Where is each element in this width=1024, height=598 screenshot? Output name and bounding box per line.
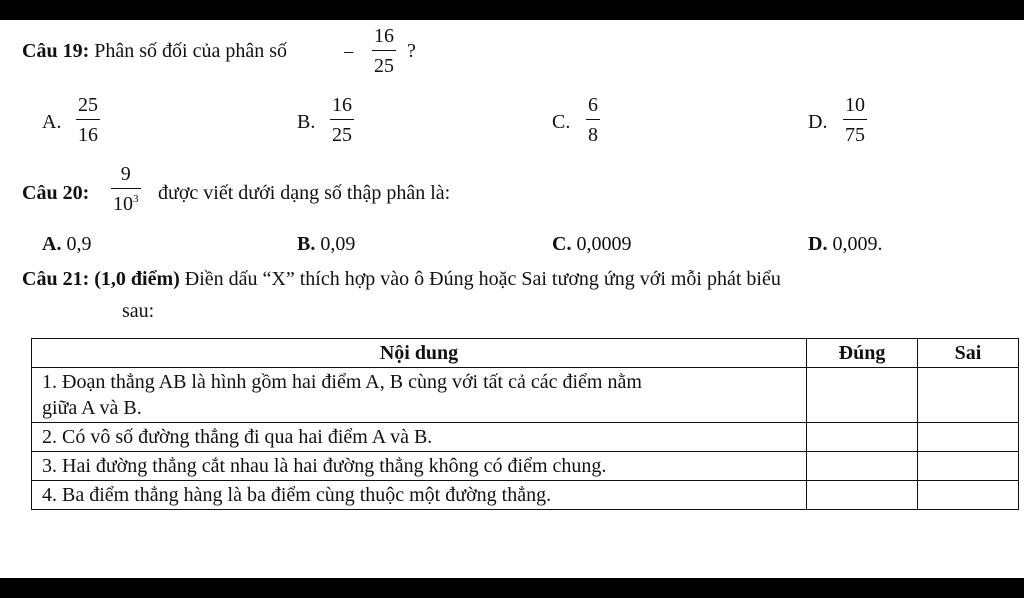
statement-cell: 3. Hai đường thẳng cắt nhau là hai đường thẳng không có điểm chung.: [32, 452, 807, 481]
q20-option-d: [808, 233, 882, 256]
denominator: 8: [588, 124, 598, 147]
numerator: 25: [78, 94, 98, 116]
option-label: A.: [42, 233, 62, 255]
denominator: 75: [845, 124, 865, 147]
table-header-row: [32, 339, 1019, 368]
q21-label: Câu 21:: [22, 268, 90, 290]
q19-label: Câu 19:: [22, 40, 90, 62]
option-value: 0,09: [320, 233, 356, 255]
denominator: 25: [332, 124, 352, 147]
option-value: 0,009.: [832, 233, 883, 255]
q20-fraction: [111, 164, 141, 214]
q19-fraction: [372, 26, 396, 76]
true-cell[interactable]: [807, 481, 918, 510]
numerator: 16: [332, 94, 352, 116]
header-true: Đúng: [807, 339, 918, 368]
q20-label: Câu 20:: [22, 182, 90, 204]
q21-stem: [22, 268, 781, 291]
q19-frac-numerator: 16: [374, 25, 394, 47]
statement-line: 1. Đoạn thẳng AB là hình gồm hai điểm A, B cùng với tất cả các điểm nằm: [42, 371, 642, 393]
option-value: 0,0009: [576, 233, 632, 255]
q20-option-a: [42, 233, 91, 256]
numerator: 6: [588, 94, 598, 116]
q21-points: (1,0 điểm): [94, 268, 180, 290]
false-cell[interactable]: [918, 423, 1019, 452]
statement-cell: 2. Có vô số đường thẳng đi qua hai điểm A và B.: [32, 423, 807, 452]
q21-text-continued: sau:: [122, 300, 155, 322]
statement-cell: 4. Ba điểm thẳng hàng là ba điểm cùng thuộc một đường thẳng.: [32, 481, 807, 510]
q19-question-mark: ?: [407, 40, 416, 62]
q19-frac-denominator: 25: [374, 55, 394, 78]
statement-line: giữa A và B.: [42, 397, 142, 419]
q19-option-c-label: C.: [552, 111, 571, 133]
true-false-table: [31, 338, 1019, 510]
q19-option-d-fraction: [843, 95, 867, 145]
q19-option-b-label: B.: [297, 111, 316, 133]
q19-option-a-label: A.: [42, 111, 62, 133]
q20-option-b: [297, 233, 355, 256]
document-page: [0, 20, 1024, 578]
statement-cell: [32, 368, 807, 423]
true-cell[interactable]: [807, 368, 918, 423]
denominator: 16: [78, 124, 98, 147]
true-cell[interactable]: [807, 452, 918, 481]
option-value: 0,9: [66, 233, 92, 255]
q20-option-c: [552, 233, 631, 256]
table-row: [32, 368, 1019, 423]
table-row: [32, 452, 1019, 481]
option-label: C.: [552, 233, 572, 255]
q20-frac-numerator: 9: [120, 163, 131, 185]
q19-option-a-fraction: [76, 95, 100, 145]
q21-text: Điền dấu “X” thích hợp vào ô Đúng hoặc Sai tương ứng với mỗi phát biểu: [184, 268, 781, 290]
q19-minus-sign: −: [343, 42, 355, 64]
numerator: 10: [845, 94, 865, 116]
header-content: Nội dung: [32, 339, 807, 368]
table-row: [32, 481, 1019, 510]
option-label: B.: [297, 233, 316, 255]
q19-option-b-fraction: [330, 95, 354, 145]
false-cell[interactable]: [918, 452, 1019, 481]
denominator-exponent: 3: [133, 193, 139, 206]
q19-option-c-fraction: [586, 95, 600, 145]
q19-stem: [22, 40, 287, 63]
q19-option-d-label: D.: [808, 111, 828, 133]
false-cell[interactable]: [918, 481, 1019, 510]
q20-frac-denominator: [111, 189, 141, 214]
q20-text: được viết dưới dạng số thập phân là:: [158, 182, 451, 204]
false-cell[interactable]: [918, 368, 1019, 423]
table-row: [32, 423, 1019, 452]
option-label: D.: [808, 233, 828, 255]
denominator-base: 10: [113, 193, 133, 216]
header-false: Sai: [918, 339, 1019, 368]
true-cell[interactable]: [807, 423, 918, 452]
q19-text: Phân số đối của phân số: [94, 40, 287, 62]
